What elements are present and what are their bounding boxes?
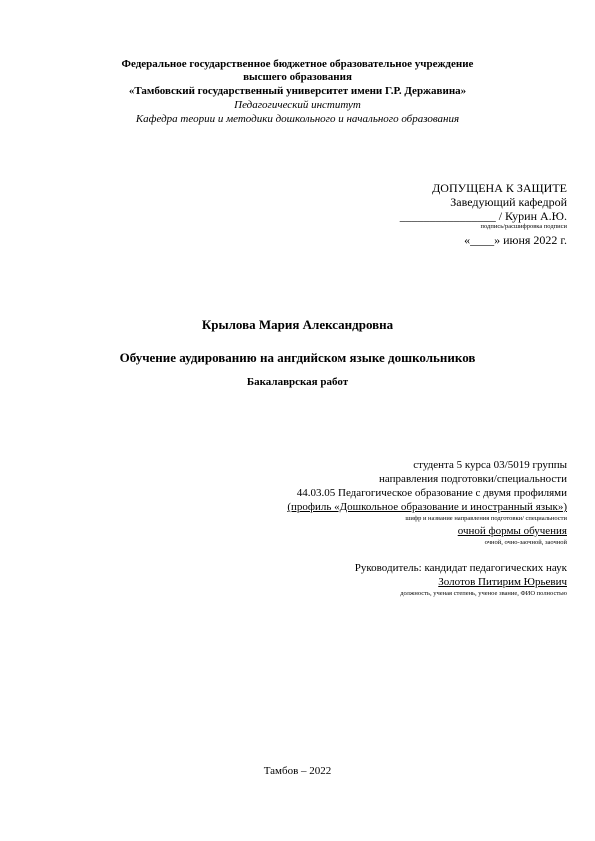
org-name-line1: Федеральное государственное бюджетное образовательное учреждение bbox=[121, 58, 474, 70]
study-form: очной формы обучения bbox=[457, 525, 567, 537]
institute-name: Педагогический институт bbox=[234, 99, 361, 111]
work-title: Обучение аудированию на ангдийском языке дошкольников bbox=[119, 350, 476, 365]
study-form-caption: очной, очно-заочной, заочной bbox=[484, 539, 567, 546]
supervisor-caption: должность, ученая степень, ученое звание, ФИО полностью bbox=[400, 590, 567, 597]
profile-name: (профиль «Дошкольное образование и иностранный язык») bbox=[287, 501, 567, 513]
approval-title: ДОПУЩЕНА К ЗАЩИТЕ bbox=[432, 181, 567, 195]
student-course-group: студента 5 курса 03/5019 группы bbox=[413, 459, 567, 471]
approval-signature-caption: подпись/расшифровка подписи bbox=[480, 223, 567, 230]
direction-label: направления подготовки/специальности bbox=[379, 473, 567, 485]
city-year: Тамбов – 2022 bbox=[263, 765, 332, 777]
supervisor-label: Руководитель: кандидат педагогических наук bbox=[354, 562, 567, 574]
university-name: «Тамбовский государственный университет имени Г.Р. Державина» bbox=[128, 85, 467, 97]
direction-code: 44.03.05 Педагогическое образование с двумя профилями bbox=[296, 487, 567, 499]
approval-signature-line: ________________ / Курин А.Ю. bbox=[399, 209, 567, 223]
approval-date: «____» июня 2022 г. bbox=[464, 233, 567, 247]
org-name-line2: высшего образования bbox=[243, 71, 352, 83]
approval-position: Заведующий кафедрой bbox=[450, 195, 567, 209]
department-name: Кафедра теории и методики дошкольного и начального образования bbox=[135, 113, 460, 125]
profile-caption: шифр и название направления подготовки/ специальности bbox=[405, 515, 567, 522]
work-type: Бакалаврская работ bbox=[246, 376, 349, 388]
supervisor-name: Золотов Питирим Юрьевич bbox=[438, 576, 567, 588]
author-name: Крылова Мария Александровна bbox=[201, 317, 394, 332]
